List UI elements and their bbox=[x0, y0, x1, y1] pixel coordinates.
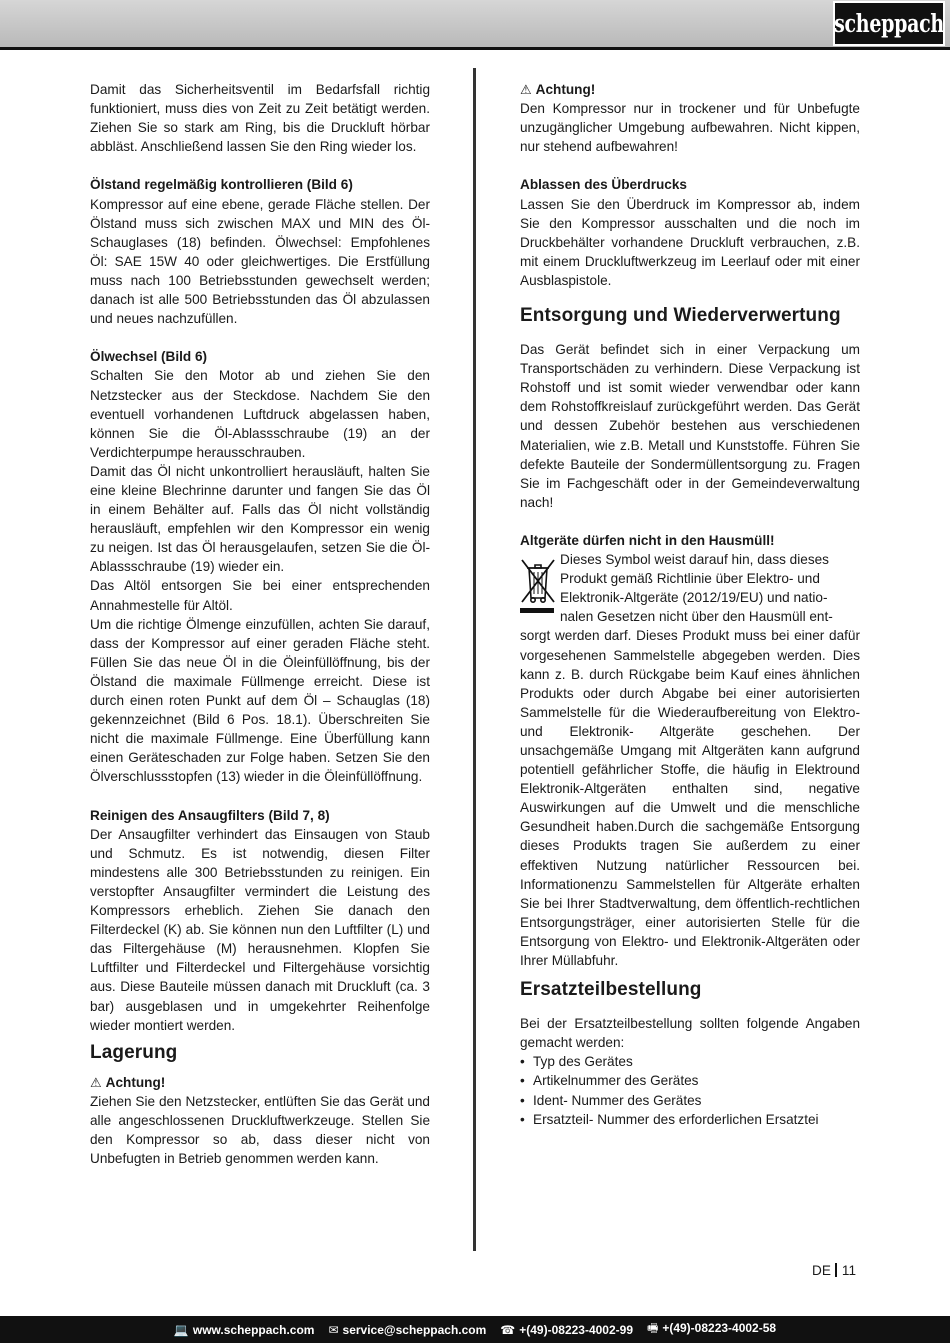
column-divider bbox=[473, 68, 476, 1251]
filter-paragraph: Der Ansaugfilter verhindert das Einsaugen von Staub und Schmutz. Es ist notwendig, diesen Filter mindestens alle 300 Betriebsstunden zu reinigen. Ein verstopfter Ansaugfilter vermindert die Leistung des Kompressors erheblich. Ziehen Sie danach den Filterdeckel (K) ab. Sie können nun den Luftfilter (L) und das Filtergehäuse (M) herausnehmen. Klopfen Sie Luftfilter und Filterdeckel und Filtergehäuse vorsichtig aus. Diese Bauteile müssen danach mit Druckluft (ca. 3 bar) ausgeblasen und in umgekehrter Reihenfolge wieder montiert werden. bbox=[90, 826, 430, 1033]
left-column bbox=[90, 80, 430, 1168]
weee-paragraph: sorgt werden darf. Dieses Produkt muss bei einer dafür vorgesehenen Sammelstelle abgegeben werden. Dies kann z. B. durch Rückgabe beim Kauf eines ähnlichen Produkts oder durch Abgabe bei einer autorisierten Sammelstelle für die Wiederaufbereitung von Elektro- und Elektronik- Altgeräte geschehen. Der unsachgemäße Umgang mit Altgeräten kann aufgrund potentiell gefährlicher Stoffe, die häufig in Elektround Elektronik-Altgeräten enthalten sind, negative Auswirkungen auf die Umwelt und die menschliche Gesundheit haben.Durch die sachgemäße Entsorgung dieses Produkts tragen Sie außerdem zu einer effektiven Nutzung natürlicher Ressourcen bei. Informationenzu Sammelstellen für Altgeräte erhalten Sie bei Ihrer Stadtverwaltung, dem öffentlich-rechtlichen Entsorgungsträger, einer autorisierten Stelle für die Entsorgung von Elektro- und Elektronik-Altgeräten oder Ihrer Müllabfuhr. bbox=[520, 628, 860, 969]
weee-line-3: Elektronik-Altgeräte (2012/19/EU) und natio- bbox=[560, 590, 828, 606]
pressure-release-heading: Ablassen des Überdrucks bbox=[520, 177, 687, 193]
footer-fax bbox=[647, 1319, 776, 1340]
right-warning-paragraph: Den Kompressor nur in trockener und für Unbefugte unzugänglicher Umgebung aufbewahren. Nicht kippen, nur stehend aufbewahren! bbox=[520, 101, 860, 155]
weee-line-1: Dieses Symbol weist darauf hin, dass dieses bbox=[560, 552, 829, 568]
oil-change-paragraph-2: Damit das Öl nicht unkontrolliert herausläuft, halten Sie eine kleine Blechrinne darunter und fangen Sie das Öl in einem Behälter auf. Falls das Öl nicht vollständig herausläuft, empfehlen wir den Kompressor ein wenig zu neigen. Ist das Öl herausgelaufen, setzen Sie die Öl-Ablassschraube (19) wieder ein. bbox=[90, 463, 430, 575]
mail-icon: ✉ bbox=[328, 1322, 339, 1337]
storage-paragraph: Ziehen Sie den Netzstecker, entlüften Sie das Gerät und alle angeschlossenen Druckluftwerkzeuge. Stellen Sie den Kompressor so ab, dass dieser nicht von Unbefugten in Betrieb genommen werden kann. bbox=[90, 1093, 430, 1167]
storage-warning-label: Achtung! bbox=[105, 1074, 166, 1090]
right-warning-heading bbox=[520, 80, 860, 99]
oil-change-paragraph-1: Schalten Sie den Motor ab und ziehen Sie den Netzstecker aus der Steckdose. Nachdem Sie den eventuell vorhandenen Luftdruck abgelassen haben, können Sie die Öl-Ablassschraube (19) an der Verdichterpumpe herausschrauben. bbox=[90, 368, 430, 460]
footer-mail-text: service@scheppach.com bbox=[342, 1322, 487, 1337]
footer-phone-text: +(49)-08223-4002-99 bbox=[519, 1322, 633, 1337]
weee-line-2: Produkt gemäß Richtlinie über Elektro- und bbox=[560, 571, 820, 587]
list-item: • Artikelnummer des Gerätes bbox=[520, 1071, 860, 1090]
safety-valve-paragraph: Damit das Sicherheitsventil im Bedarfsfall richtig funktioniert, muss dies von Zeit zu Zeit betätigt werden. Ziehen Sie so stark am Ring, bis die Druckluft hörbar abbläst. Anschließend lassen Sie den Ring wieder los. bbox=[90, 82, 430, 155]
oil-change-paragraph-4: Um die richtige Ölmenge einzufüllen, achten Sie darauf, dass der Kompressor auf einer geraden Fläche steht. Füllen Sie das neue Öl in die Öleinfüllöffnung, bis der Ölstand die maximale Füllmenge erreicht. Diese ist durch einen roten Punkt auf dem Öl – Schauglas (18) gekennzeichnet (Bild 6 Pos. 18.1). Überschreiten Sie nicht die maximale Füllmenge. Eine Überfüllung kann einen Geräteschaden zur Folge haben. Setzen Sie den Ölverschlussstopfen (13) wieder in die Öleinfüllöffnung. bbox=[90, 616, 430, 785]
computer-icon: 💻 bbox=[173, 1322, 189, 1337]
crossed-bin-icon bbox=[520, 554, 556, 606]
fax-icon: 🖷 bbox=[647, 1321, 659, 1335]
spare-parts-heading: Ersatzteilbestellung bbox=[520, 979, 702, 1001]
spare-parts-paragraph: Bei der Ersatzteilbestellung sollten folgende Angaben gemacht werden: bbox=[520, 1016, 860, 1051]
pressure-release-paragraph: Lassen Sie den Überdruck im Kompressor ab, indem Sie den Kompressor ausschalten und die noch im Druckbehälter vorhandene Druckluft verbrauchen, z.B. mit einem Druckluftwerkzeug im Leerlauf oder mit einer Ausblaspistole. bbox=[520, 196, 860, 288]
header-rule bbox=[0, 47, 950, 50]
disposal-heading: Entsorgung und Wiederverwertung bbox=[520, 305, 841, 327]
phone-icon: ☎ bbox=[500, 1322, 516, 1337]
oil-change-paragraph-3: Das Altöl entsorgen Sie bei einer entsprechenden Annahmestelle für Altöl. bbox=[90, 578, 430, 613]
storage-warning-heading bbox=[90, 1073, 430, 1092]
brand-logo-text: scheppach bbox=[834, 8, 944, 39]
footer-web-text: www.scheppach.com bbox=[192, 1322, 315, 1337]
footer-fax-text: +(49)-08223-4002-58 bbox=[662, 1321, 777, 1335]
footer-phone bbox=[500, 1323, 633, 1337]
language-code: DE bbox=[812, 1263, 831, 1278]
disposal-paragraph: Das Gerät befindet sich in einer Verpackung um Transportschäden zu verhindern. Diese Verpackung ist Rohstoff und ist somit wieder verwendbar oder kann dem Rohstoffkreislauf zurückgeführt werden. Das Gerät und dessen Zubehör bestehen aus verschiedenen Materialien, wie z.B. Metall und Kunststoffe. Führen Sie defekte Bauteile der Sondermüllentsorgung zu. Fragen Sie im Fachgeschäft oder in der Gemeindeverwaltung nach! bbox=[520, 342, 860, 510]
oil-change-heading: Ölwechsel (Bild 6) bbox=[90, 349, 208, 365]
storage-heading: Lagerung bbox=[90, 1041, 178, 1063]
oil-level-heading: Ölstand regelmäßig kontrollieren (Bild 6) bbox=[90, 177, 353, 193]
list-item: • Ident- Nummer des Gerätes bbox=[520, 1091, 860, 1110]
warning-icon: ⚠ bbox=[90, 1074, 102, 1090]
right-warning-label: Achtung! bbox=[535, 82, 596, 97]
weee-line-4: nalen Gesetzen nicht über den Hausmüll ent- bbox=[560, 609, 833, 625]
right-column bbox=[520, 80, 860, 1129]
header-band bbox=[0, 0, 950, 47]
footer-bar bbox=[0, 1316, 950, 1343]
weee-block bbox=[520, 550, 860, 626]
page-separator bbox=[835, 1263, 837, 1277]
list-item: • Typ des Gerätes bbox=[520, 1052, 860, 1071]
list-item: • Ersatzteil- Nummer des erforderlichen Ersatztei bbox=[520, 1110, 860, 1129]
weee-heading: Altgeräte dürfen nicht in den Hausmüll! bbox=[520, 532, 775, 548]
warning-icon: ⚠ bbox=[520, 82, 532, 97]
oil-level-paragraph: Kompressor auf eine ebene, gerade Fläche stellen. Der Ölstand muss sich zwischen MAX und MIN des Öl-Schauglases (18) befinden. Ölwechsel: Empfohlenes Öl: SAE 15W 40 oder gleichwertiges. Die Erstfüllung muss nach 100 Betriebsstunden gewechselt werden; danach ist alle 500 Betriebsstunden das Öl abzulassen und neues nachzufüllen. bbox=[90, 196, 430, 327]
spare-parts-list bbox=[520, 1052, 860, 1128]
weee-bar bbox=[520, 608, 554, 613]
page-number bbox=[812, 1263, 856, 1278]
footer-web[interactable] bbox=[174, 1323, 315, 1337]
page-number-value: 11 bbox=[841, 1263, 857, 1278]
filter-heading: Reinigen des Ansaugfilters (Bild 7, 8) bbox=[90, 807, 330, 823]
footer-mail[interactable] bbox=[328, 1323, 486, 1337]
brand-logo bbox=[833, 1, 945, 46]
